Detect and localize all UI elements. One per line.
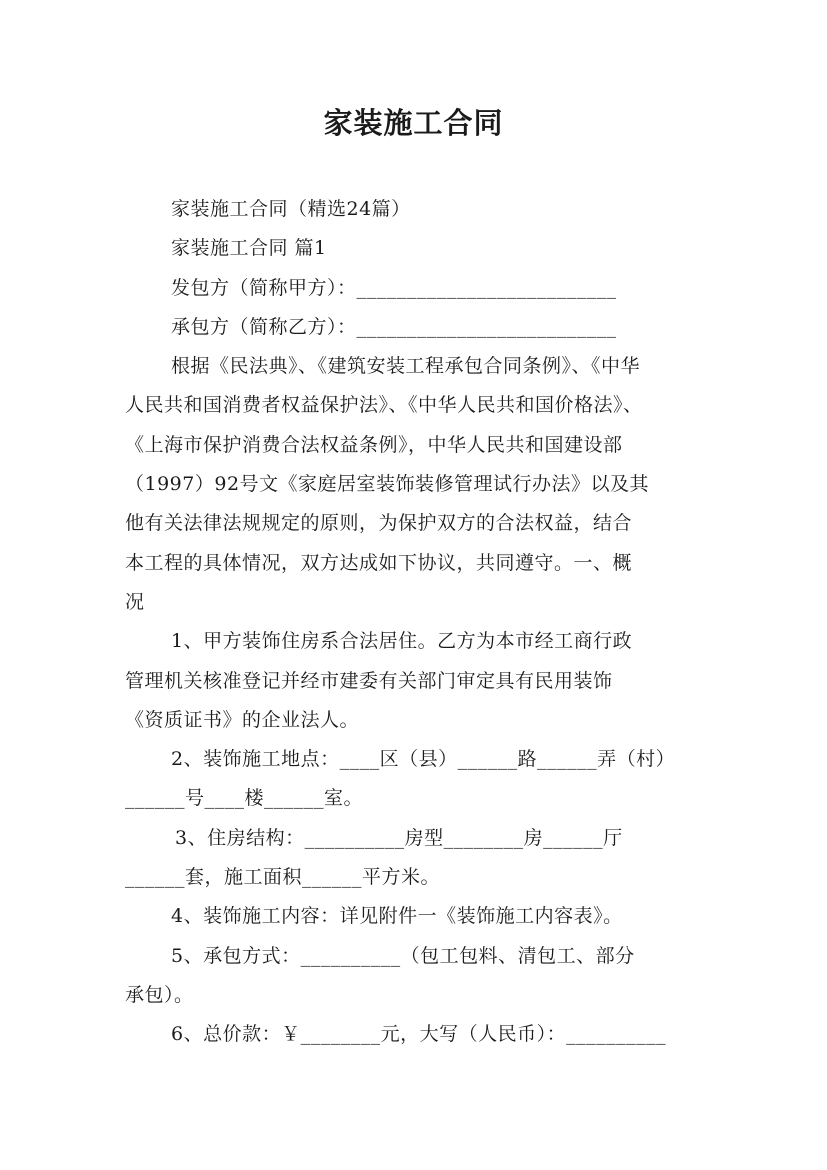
party-b-line: 承包方（简称乙方）：__________________________: [171, 315, 617, 338]
clause-3-line: 3、住房结构：__________房型________房______厅: [175, 826, 623, 849]
clause-3-line: ______套，施工面积______平方米。: [125, 866, 441, 889]
clause-1-line: 管理机关核准登记并经市建委有关部门审定具有民用装饰: [125, 669, 613, 692]
clause-5-line: 5、承包方式：__________（包工包料、清包工、部分: [171, 944, 635, 967]
document-body: [125, 190, 705, 1055]
clause-2-line: ______号____楼______室。: [125, 787, 364, 810]
paragraph-line: 《上海市保护消费合法权益条例》，中华人民共和国建设部: [125, 433, 623, 456]
paragraph-line: 本工程的具体情况，双方达成如下协议，共同遵守。一、概: [125, 551, 633, 574]
document-subtitle: 家装施工合同（精选24篇）: [171, 198, 411, 220]
section-heading: 家装施工合同 篇1: [171, 237, 327, 260]
clause-1-line: 《资质证书》的企业法人。: [125, 708, 360, 731]
clause-2-line: 2、装饰施工地点：____区（县）______路______弄（村）: [171, 748, 676, 771]
paragraph-line: 人民共和国消费者权益保护法》、《中华人民共和国价格法》、: [125, 394, 643, 417]
paragraph-line: 况: [125, 590, 145, 613]
clause-5-line: 承包）。: [125, 983, 194, 1006]
clause-6-line: 6、总价款：￥________元，大写（人民币）：__________: [171, 1023, 667, 1046]
party-a-line: 发包方（简称甲方）：__________________________: [171, 276, 617, 299]
paragraph-line: 根据《民法典》、《建筑安装工程承包合同条例》、《中华: [171, 355, 641, 378]
clause-1-line: 1、甲方装饰住房系合法居住。乙方为本市经工商行政: [171, 630, 633, 653]
paragraph-line: 他有关法律法规规定的原则，为保护双方的合法权益，结合: [125, 512, 633, 535]
paragraph-line: （1997）92号文《家庭居室装饰装修管理试行办法》以及其: [125, 473, 650, 496]
document-title: 家装施工合同: [323, 106, 504, 140]
clause-4-line: 4、装饰施工内容：详见附件一《装饰施工内容表》。: [171, 905, 623, 928]
